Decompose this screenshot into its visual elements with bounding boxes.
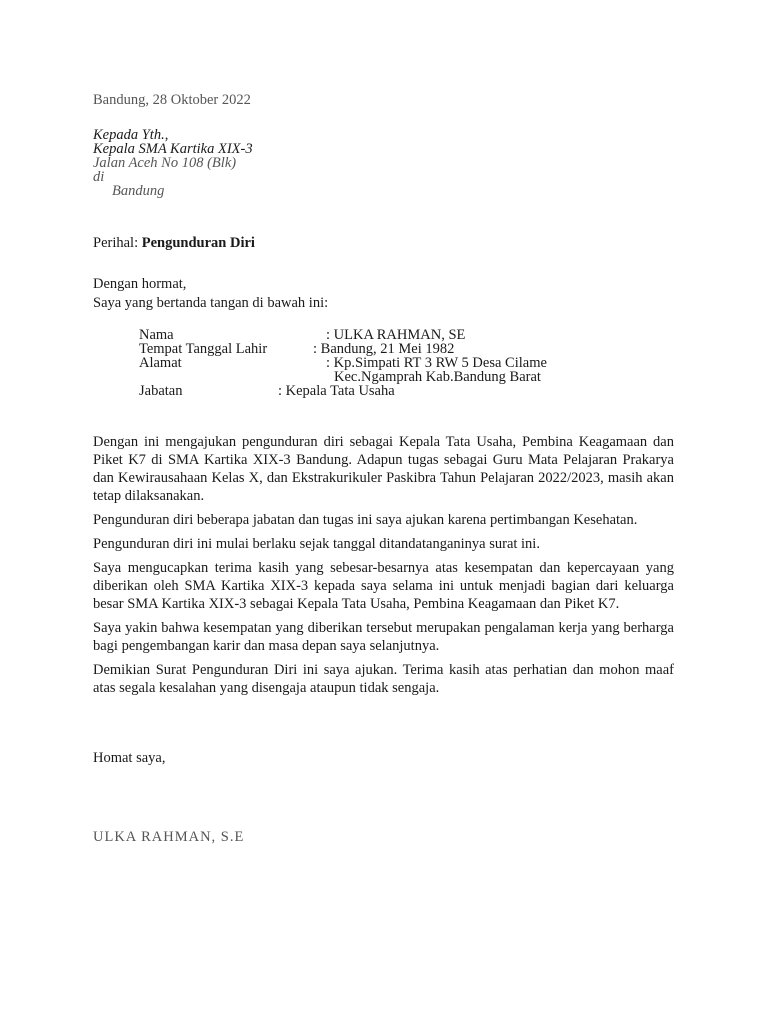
subject-label: Perihal: [93,235,142,251]
intro-line: Saya yang bertanda tangan di bawah ini: [93,295,329,311]
paragraph-experience: Saya yakin bahwa kesempatan yang diberikan tersebut merupakan pengalaman kerja yang berharga bagi pengembangan karir dan masa depan saya selanjutnya. [93,620,674,654]
recipient-block [93,128,253,198]
greeting: Dengan hormat, [93,276,187,292]
paragraph-thanks: Saya mengucapkan terima kasih yang sebesar-besarnya atas kesempatan dan kepercayaan yang diberikan oleh SMA Kartika XIX-3 kepada saya selama ini untuk menjadi bagian dari keluarga besar SMA Kartika XIX-3 sebagai Kepala Tata Usaha, Pembina Keagamaan dan Piket K7. [93,560,674,612]
paragraph-reason: Pengunduran diri beberapa jabatan dan tugas ini saya ajukan karena pertimbangan Kesehatan. [93,512,638,528]
birth-label: Tempat Tanggal Lahir [139,341,268,357]
subject-line [93,235,255,252]
paragraph-resignation: Dengan ini mengajukan pengunduran diri sebagai Kepala Tata Usaha, Pembina Keagamaan dan Piket K7 di SMA Kartika XIX-3 Bandung. Adapun tugas sebagai Guru Mata Pelajaran Prakarya dan Kewirausahaan Kelas X, dan Ekstrakurikuler Paskibra Tahun Pelajaran 2022/2023, masih akan tetap dilaksanakan. [93,434,674,504]
name-label: Nama [139,327,174,343]
recipient-street: Jalan Aceh No 108 (Blk) [93,155,237,171]
letter-body [93,433,674,703]
birth-value: : Bandung, 21 Mei 1982 [313,341,455,357]
address-label: Alamat [139,355,182,371]
subject-text: Pengunduran Diri [141,235,255,251]
recipient-salutation: Kepada Yth., [93,127,169,143]
address-value-line1: : Kp.Simpati RT 3 RW 5 Desa Cilame [326,355,547,371]
paragraph-closing: Demikian Surat Pengunduran Diri ini saya ajukan. Terima kasih atas perhatian dan mohon maaf atas segala kesalahan yang disengaja ataupun tidak sengaja. [93,662,674,696]
name-value: : ULKA RAHMAN, SE [326,327,466,343]
closing-salutation: Homat saya, [93,750,166,766]
recipient-di: di [93,169,105,185]
recipient-city: Bandung [112,183,165,199]
paragraph-effective: Pengunduran diri ini mulai berlaku sejak tanggal ditandatanganinya surat ini. [93,536,540,552]
letter-date: Bandung, 28 Oktober 2022 [93,92,251,108]
signer-name: ULKA RAHMAN, S.E [93,829,245,845]
position-value: : Kepala Tata Usaha [278,383,395,399]
address-value-line2: Kec.Ngamprah Kab.Bandung Barat [334,369,541,385]
recipient-title: Kepala SMA Kartika XIX-3 [93,141,253,157]
position-label: Jabatan [139,383,183,399]
